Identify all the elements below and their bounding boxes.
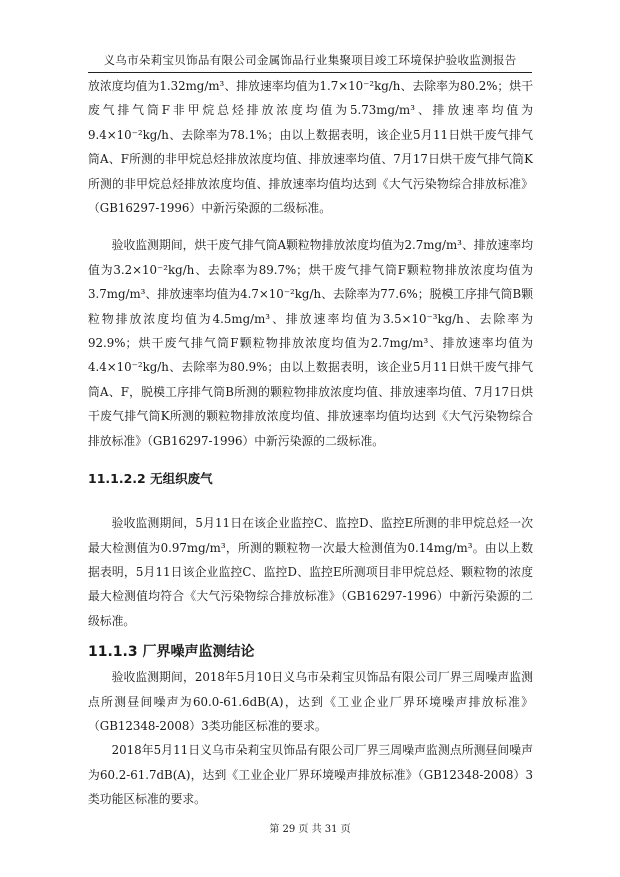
- spacer: [88, 220, 533, 233]
- page-body: [88, 74, 533, 812]
- spacer: [88, 491, 533, 511]
- section-heading-fugitive-emissions: 11.1.2.2 无组织废气: [88, 471, 213, 487]
- paragraph-particulate-organized: 验收监测期间，烘干废气排气筒A颗粒物排放浓度均值为2.7mg/m³、排放速率均值为3.2×10⁻²kg/h、去除率为89.7%；烘干废气排气筒F颗粒物排放浓度均值为3.7mg/m³、排放速率均值为4.7×10⁻²kg/h、去除率为77.6%；脱模工序排气筒B颗粒物排放浓度均值为4.5mg/m³、排放速率均值为3.5×10⁻³kg/h、去除率为92.9%；烘干废气排气筒F颗粒物排放浓度均值为2.7mg/m³、排放速率均值为4.4×10⁻²kg/h、去除率为80.9%；由以上数据表明，该企业5月11日烘干废气排气筒A、F，脱模工序排气筒B所测的颗粒物排放浓度均值、排放速率均值、7月17日烘干废气排气筒K所测的颗粒物排放浓度均值、排放速率均值均达到《大气污染物综合排放标准》（GB16297-1996）中新污染源的二级标准。: [88, 238, 533, 448]
- page-number: 第 29 页 共 31 页: [269, 824, 351, 835]
- spacer: [88, 453, 533, 467]
- paragraph-noise-may10: 验收监测期间，2018年5月10日义乌市朵莉宝贝饰品有限公司厂界三周噪声监测点所测昼间噪声为60.0-61.6dB(A)，达到《工业企业厂界环境噪声排放标准》（GB12348-2008）3类功能区标准的要求。: [88, 670, 533, 733]
- page-header: 义乌市朵莉宝贝饰品有限公司金属饰品行业集聚项目竣工环境保护验收监测报告: [88, 52, 532, 73]
- paragraph-vocs-organized: 放浓度均值为1.32mg/m³、排放速率均值为1.7×10⁻²kg/h、去除率为80.2%；烘干废气排气筒F非甲烷总烃排放浓度均值为5.73mg/m³、排放速率均值为9.4×10⁻²kg/h、去除率为78.1%；由以上数据表明，该企业5月11日烘干废气排气筒A、F所测的非甲烷总烃排放浓度均值、排放速率均值、7月17日烘干废气排气筒K所测的非甲烷总烃排放浓度均值、排放速率均值均达到《大气污染物综合排放标准》（GB16297-1996）中新污染源的二级标准。: [88, 79, 533, 216]
- paragraph-fugitive-emissions: 验收监测期间，5月11日在该企业监控C、监控D、监控E所测的非甲烷总烃一次最大检测值为0.97mg/m³，所测的颗粒物一次最大检测值为0.14mg/m³。由以上数据表明，5月11日该企业监控C、监控D、监控E所测项目非甲烷总烃、颗粒物的浓度最大检测值均符合《大气污染物综合排放标准》（GB16297-1996）中新污染源的二级标准。: [88, 516, 533, 628]
- paragraph-noise-may11: 2018年5月11日义乌市朵莉宝贝饰品有限公司厂界三周噪声监测点所测昼间噪声为60.2-61.7dB(A)，达到《工业企业厂界环境噪声排放标准》（GB12348-2008）3类功能区标准的要求。: [88, 743, 533, 807]
- section-heading-boundary-noise: 11.1.3 厂界噪声监测结论: [88, 644, 255, 661]
